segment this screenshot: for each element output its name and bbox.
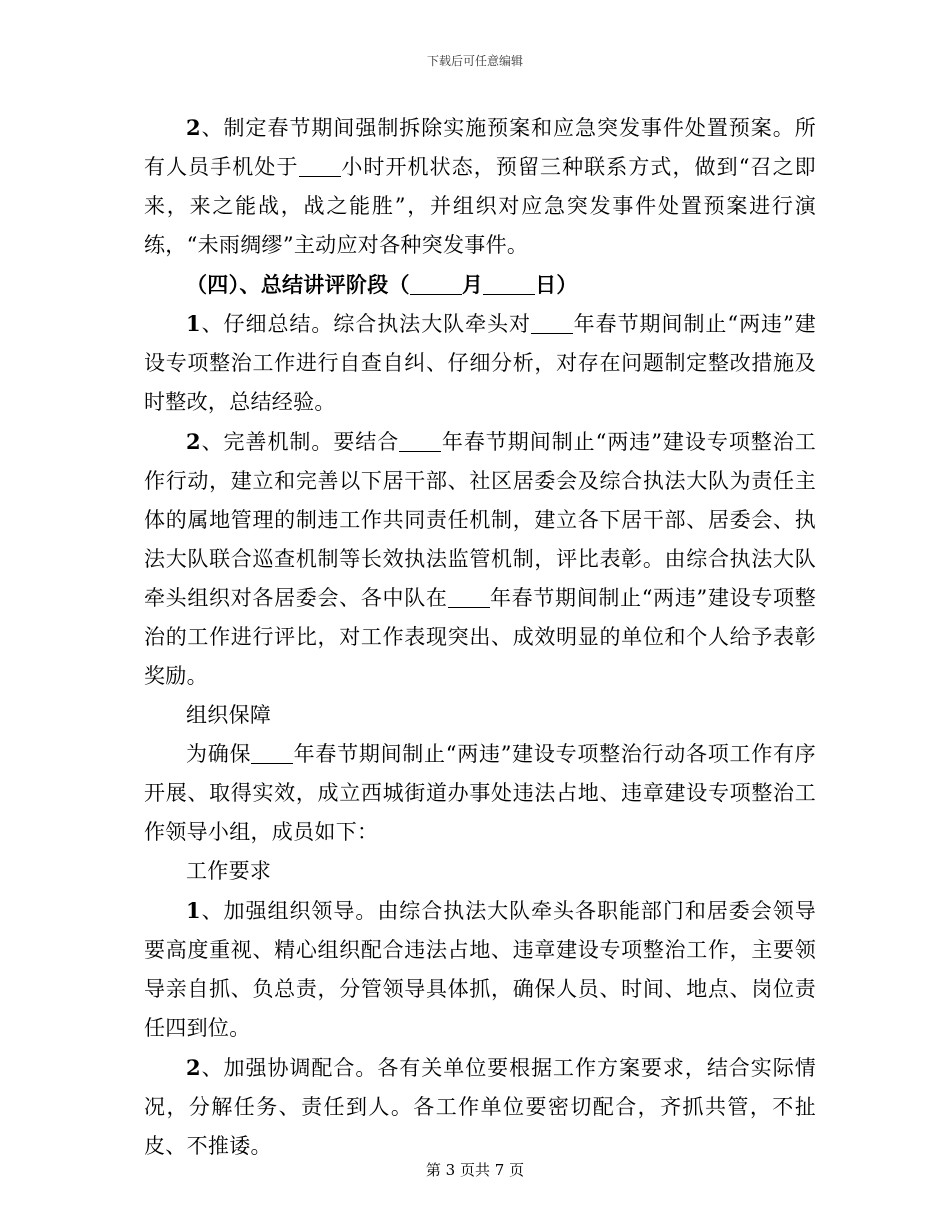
- fill-blank: [410, 272, 462, 295]
- fill-blank: [483, 272, 535, 295]
- page-footer: 第 3 页共 7 页: [425, 1161, 525, 1179]
- paragraph: 1、加强组织领导。由综合执法大队牵头各职能部门和居委会领导要高度重视、精心组织配合违法占地、违章建设专项整治工作，主要领导亲自抓、负总责，分管领导具体抓，确保人员、时间、地点、岗位责任四到位。: [144, 898, 816, 1040]
- item-number: 1: [186, 311, 201, 336]
- page-header: 下载后可任意编辑: [426, 54, 523, 68]
- paragraph: 1、仔细总结。综合执法大队牵头对 年春节期间制止“两违”建设专项整治工作进行自查自纠、仔细分析，对存在问题制定整改措施及时整改，总结经验。: [144, 311, 816, 414]
- section-title: 组织保障: [186, 703, 272, 727]
- section-title: 工作要求: [186, 859, 272, 883]
- fill-blank: [448, 585, 490, 608]
- fill-blank: [531, 311, 573, 334]
- paragraph: 2、加强协调配合。各有关单位要根据工作方案要求，结合实际情况，分解任务、责任到人。各工作单位要密切配合，齐抓共管，不扯皮、不推诿。: [144, 1055, 816, 1158]
- item-number: 2: [186, 115, 201, 140]
- paragraph: 2、制定春节期间强制拆除实施预案和应急突发事件处置预案。所有人员手机处于 小时开机状态，预留三种联系方式，做到“召之即来，来之能战，战之能胜”，并组织对应急突发事件处置预案进行演练，“未雨绸缪”主动应对各种突发事件。: [144, 115, 816, 257]
- item-number: 2: [186, 1055, 201, 1080]
- document-body: [144, 108, 816, 1166]
- paragraph: 2、完善机制。要结合 年春节期间制止“两违”建设专项整治工作行动，建立和完善以下居干部、社区居委会及综合执法大队为责任主体的属地管理的制违工作共同责任机制，建立各下居干部、居委会、执法大队联合巡查机制等长效执法监管机制，评比表彰。由综合执法大队牵头组织对各居委会、各中队在 年春节期间制止“两违”建设专项整治的工作进行评比，对工作表现突出、成效明显的单位和个人给予表彰奖励。: [144, 429, 816, 688]
- section-heading: （四）、总结讲评阶段（ 月 日）: [186, 272, 578, 297]
- fill-blank: [299, 154, 341, 177]
- paragraph: 为确保 年春节期间制止“两违”建设专项整治行动各项工作有序开展、取得实效，成立西城街道办事处违法占地、违章建设专项整治工作领导小组，成员如下：: [144, 742, 816, 844]
- item-number: 2: [186, 429, 201, 454]
- item-number: 1: [186, 898, 201, 923]
- fill-blank: [399, 429, 441, 452]
- fill-blank: [251, 741, 293, 764]
